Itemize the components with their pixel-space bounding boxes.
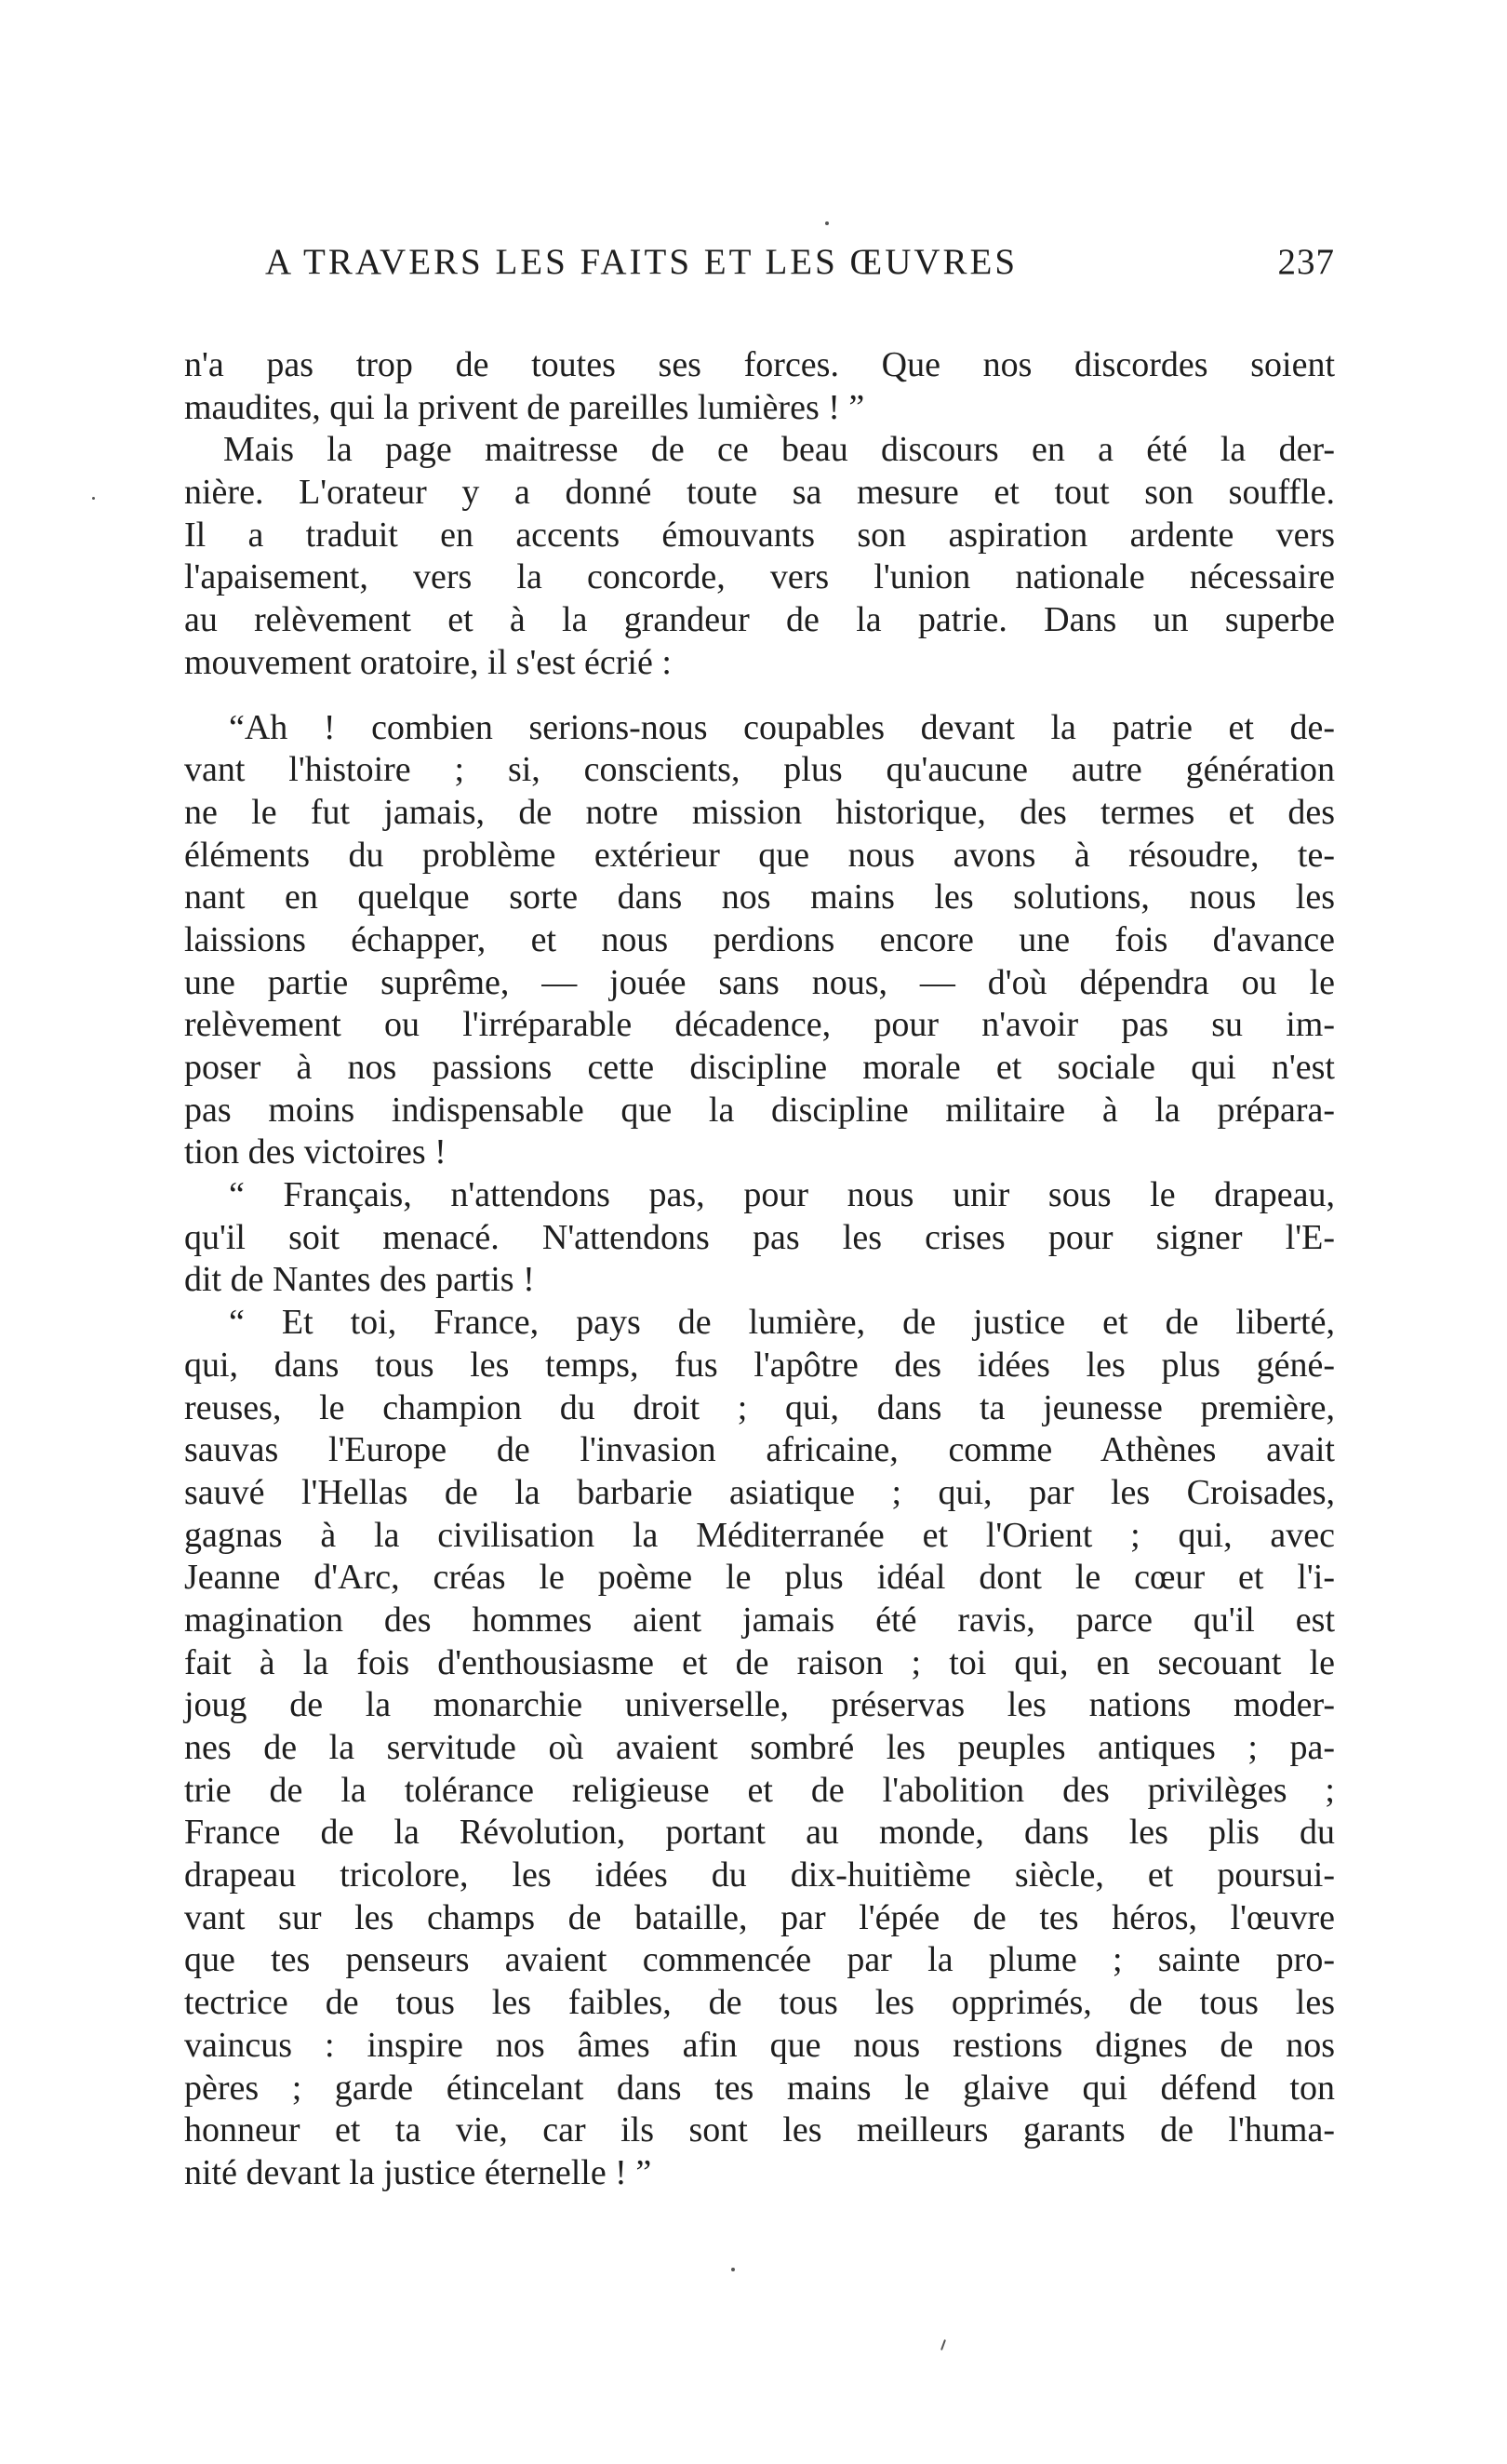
print-speck xyxy=(825,221,829,225)
text-line: ne le fut jamais, de notre mission historique, des termes et des xyxy=(184,792,1335,832)
text-line: tion des victoires ! xyxy=(184,1132,447,1172)
text-line: fait à la fois d'enthousiasme et de raison ; toi qui, en secouant le xyxy=(184,1642,1335,1682)
paragraph-gap xyxy=(184,685,1335,707)
text-line: trie de la tolérance religieuse et de l'abolition des privilèges ; xyxy=(184,1770,1335,1810)
text-line: que tes penseurs avaient commencée par la plume ; sainte pro- xyxy=(184,1940,1335,1980)
text-line: mouvement oratoire, il s'est écrié : xyxy=(184,642,672,682)
text-line: qui, dans tous les temps, fus l'apôtre des idées les plus géné- xyxy=(184,1345,1335,1385)
paragraph xyxy=(184,429,1335,684)
text-line: relèvement ou l'irréparable décadence, pour n'avoir pas su im- xyxy=(184,1005,1335,1045)
running-title: A TRAVERS LES FAITS ET LES ŒUVRES xyxy=(265,242,1019,282)
text-line: nière. L'orateur y a donné toute sa mesure et tout son souffle. xyxy=(184,473,1335,513)
paragraph xyxy=(184,707,1335,1175)
text-line: honneur et ta vie, car ils sont les meilleurs garants de l'huma- xyxy=(184,2110,1335,2150)
text-line: reuses, le champion du droit ; qui, dans ta jeunesse première, xyxy=(184,1387,1335,1427)
text-line: vant l'histoire ; si, conscients, plus qu'aucune autre génération xyxy=(184,750,1335,790)
paragraph xyxy=(184,1302,1335,2194)
text-line: France de la Révolution, portant au monde, dans les plis du xyxy=(184,1813,1335,1853)
text-line: “ Et toi, France, pays de lumière, de justice et de liberté, xyxy=(229,1303,1335,1343)
print-speck xyxy=(940,2339,946,2350)
text-line: pères ; garde étincelant dans tes mains le glaive qui défend ton xyxy=(184,2068,1335,2108)
text-line: nes de la servitude où avaient sombré les peuples antiques ; pa- xyxy=(184,1728,1335,1767)
body-text xyxy=(184,344,1335,2195)
print-speck xyxy=(92,497,95,500)
text-line: nité devant la justice éternelle ! ” xyxy=(184,2152,652,2192)
text-line: pas moins indispensable que la discipline militaire à la prépara- xyxy=(184,1090,1335,1130)
text-line: maudites, qui la privent de pareilles lumières ! ” xyxy=(184,387,865,427)
running-head xyxy=(265,234,1335,290)
text-line: gagnas à la civilisation la Méditerranée et l'Orient ; qui, avec xyxy=(184,1515,1335,1555)
paragraph xyxy=(184,1174,1335,1302)
text-line: dit de Nantes des partis ! xyxy=(184,1260,535,1300)
text-line: tectrice de tous les faibles, de tous les opprimés, de tous les xyxy=(184,1983,1335,2023)
text-line: magination des hommes aient jamais été ravis, parce qu'il est xyxy=(184,1600,1335,1640)
text-line: laissions échapper, et nous perdions encore une fois d'avance xyxy=(184,919,1335,959)
text-line: poser à nos passions cette discipline morale et sociale qui n'est xyxy=(184,1048,1335,1087)
text-line: Il a traduit en accents émouvants son aspiration ardente vers xyxy=(184,515,1335,555)
text-line: Jeanne d'Arc, créas le poème le plus idéal dont le cœur et l'i- xyxy=(184,1558,1335,1598)
text-line: vaincus : inspire nos âmes afin que nous restions dignes de nos xyxy=(184,2025,1335,2065)
print-speck xyxy=(731,2268,735,2271)
text-line: “ Français, n'attendons pas, pour nous unir sous le drapeau, xyxy=(229,1175,1335,1215)
text-line: n'a pas trop de toutes ses forces. Que nos discordes soient xyxy=(184,345,1335,384)
text-line: éléments du problème extérieur que nous avons à résoudre, te- xyxy=(184,835,1335,875)
text-line: nant en quelque sorte dans nos mains les solutions, nous les xyxy=(184,877,1335,917)
text-line: drapeau tricolore, les idées du dix-huitième siècle, et poursui- xyxy=(184,1855,1335,1895)
text-line: joug de la monarchie universelle, préservas les nations moder- xyxy=(184,1685,1335,1725)
text-line: sauvé l'Hellas de la barbarie asiatique ; qui, par les Croisades, xyxy=(184,1472,1335,1512)
text-line: “Ah ! combien serions-nous coupables devant la patrie et de- xyxy=(229,707,1335,747)
text-line: sauvas l'Europe de l'invasion africaine, comme Athènes avait xyxy=(184,1430,1335,1470)
paragraph xyxy=(184,344,1335,429)
text-line: vant sur les champs de bataille, par l'épée de tes héros, l'œuvre xyxy=(184,1897,1335,1937)
page-number: 237 xyxy=(1277,242,1335,282)
text-line: au relèvement et à la grandeur de la patrie. Dans un superbe xyxy=(184,600,1335,640)
text-line: une partie suprême, — jouée sans nous, — d'où dépendra ou le xyxy=(184,962,1335,1002)
text-line: qu'il soit menacé. N'attendons pas les crises pour signer l'E- xyxy=(184,1217,1335,1257)
text-line: Mais la page maitresse de ce beau discours en a été la der- xyxy=(223,430,1335,470)
text-line: l'apaisement, vers la concorde, vers l'union nationale nécessaire xyxy=(184,557,1335,597)
